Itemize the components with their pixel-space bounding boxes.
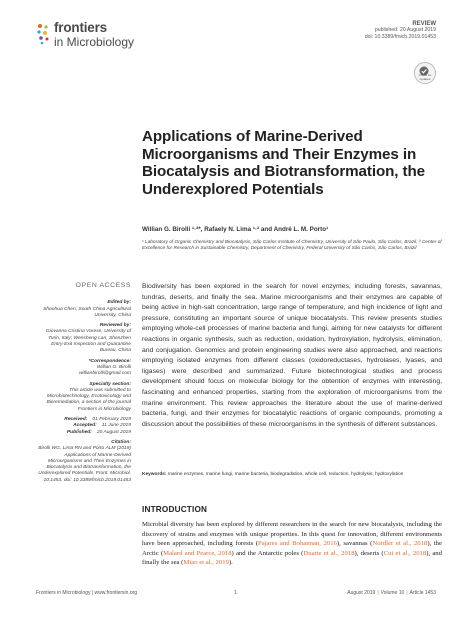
- affiliations: ¹ Laboratory of Organic Chemistry and Biocatalysis, São Carlos Institute of Chemistry, University of São Paulo, São Carlos, Brazil, ² Center of Excellence for Research in Sustainable Chemistry, Department of Chemistry, Federal University of São Carlos, São Carlos, Brazil: [142, 240, 442, 252]
- intro-text: ), deserts (: [354, 549, 384, 557]
- published-date: published: 20 August 2019: [374, 27, 436, 34]
- reviewed-by: [36, 323, 131, 354]
- citation-label: Citation:: [111, 439, 131, 445]
- logo-journal-text: in Microbiology: [54, 35, 135, 49]
- specialty-label: Specialty section:: [89, 381, 131, 387]
- received-value: 01 February 2019: [92, 417, 131, 423]
- reviewed-by-value[interactable]: Giovanna Cristina Varese, University of Turin, Italy; Wensheng Lan, Shenzhen Entry-Exit Inspection and Quarantine Bureau, China: [45, 329, 131, 354]
- citation-link[interactable]: Cui et al., 2018: [383, 549, 427, 557]
- correspondence-label: *Correspondence:: [88, 358, 131, 364]
- intro-text: ), savannas (: [336, 540, 373, 548]
- accepted-value: 11 June 2019: [101, 423, 131, 429]
- doi-link[interactable]: doi: 10.3389/fmicb.2019.01453: [364, 33, 436, 40]
- keywords-list: marine enzymes, marine fungi, marine bacteria, biodegradation, whole cell, reduction, hydrolysis, hydroxylation: [167, 472, 404, 477]
- journal-logo[interactable]: [36, 20, 166, 50]
- article-meta: [365, 21, 436, 40]
- correspondence-name: Willian G. Birolli: [96, 364, 131, 370]
- citation-value[interactable]: Birolli WG, Lima RN and Porto ALM (2019) Applications of Marine-Derived Microorganisms and Their Enzymes in Biocatalysis and Biotransformation, the Underexplored Potentials. Front. Microbiol. 10:1453. doi: 10.3389/fmicb.2019.01453: [38, 446, 131, 483]
- published-date-sidebar: [36, 430, 131, 436]
- specialty-section: [36, 382, 131, 413]
- citation-link[interactable]: Pajares and Bohannan, 2016: [258, 540, 337, 548]
- article-title: Applications of Marine-Derived Microorganisms and Their Enzymes in Biocatalysis and Biotransformation, the Underexplored Potentials: [142, 128, 426, 198]
- article-type: REVIEW: [412, 21, 436, 27]
- check-for-updates-button[interactable]: [414, 62, 436, 84]
- intro-text: ).: [228, 559, 233, 567]
- citation-link[interactable]: Duarte et al., 2018: [303, 549, 355, 557]
- citation-block: [36, 440, 131, 484]
- edited-by-value[interactable]: Shaohua Chen, South China Agricultural University, China: [43, 306, 131, 318]
- footer-date: August 2019: [347, 590, 376, 596]
- intro-text: ), and finally the sea (: [142, 549, 442, 567]
- intro-text: Microbial diversity has been explored by different researchers in the search for new biocatalysts, including the discovery of strains and enzymes with unique properties. In this quest for innovation, different environments have been approached, including forests (: [142, 521, 442, 548]
- edited-by-label: Edited by:: [107, 300, 131, 306]
- introduction-paragraph: [142, 520, 442, 568]
- citation-link[interactable]: Miao et al., 2019: [183, 559, 229, 567]
- page-number: 1: [234, 590, 237, 596]
- specialty-value: This article was submitted to Microbiotechnology, Ecotoxicology and Bioremediation, a section of the journal Frontiers in Microbiology: [46, 387, 131, 412]
- citation-link[interactable]: Malard and Pearce, 2018: [163, 549, 232, 557]
- open-access-label: OPEN ACCESS: [75, 282, 131, 289]
- intro-text: ), the Arctic (: [142, 540, 442, 557]
- keywords: [142, 472, 442, 479]
- intro-text: ) and the Antarctic poles (: [231, 549, 304, 557]
- article-dates: [36, 417, 131, 436]
- received-label: Received:: [64, 417, 88, 423]
- correspondence-email[interactable]: willianbirolli@gmail.com: [79, 371, 131, 377]
- keywords-label: Keywords:: [142, 472, 167, 477]
- section-heading-introduction: INTRODUCTION: [142, 505, 208, 514]
- footer-issue-info: August 2019 | Volume 10 | Article 1453: [347, 590, 436, 596]
- published-label: Published:: [66, 429, 92, 435]
- reviewed-by-label: Reviewed by:: [99, 323, 131, 329]
- footer-journal-link[interactable]: Frontiers in Microbiology | www.frontiersin.org: [36, 590, 138, 596]
- citation-link[interactable]: Nordler et al., 2018: [372, 540, 428, 548]
- correspondence: [36, 359, 131, 378]
- footer-article: Article 1453: [409, 590, 436, 596]
- sidebar: [36, 283, 131, 488]
- edited-by: [36, 300, 131, 319]
- abstract: Biodiversity has been explored in the search for novel enzymes, including forests, savannas, tundras, deserts, and finally the sea. Marine microorganisms and their enzymes are capable of being active in high-salt concentration, large range of temperature, and high incidence of light and pressure, constituting an important source of unique biocatalysts. This review presents studies employing whole-cell processes of marine bacteria and fungi, aiming for new catalysts for different reactions in organic synthesis, such as reduction, oxidation, hydroxylation, hydrolysis, elimination, and conjugation. Genomics and protein engineering studies were also approached, and reactions employing isolated enzymes from different classes (oxidoreductases, hydrolases, lyases, and ligases) were described and summarized. Future biotechnological studies and process development should focus on molecular biology for the obtention of enzymes with interesting, fascinating and enhanced properties, starting from the exploration of microorganisms from the marine environment. This review approaches the literature about the use of marine-derived bacteria, fungi, and their enzymes for biocatalytic reactions of organic compounds, promoting a discussion about the possibilities of these microorganisms in the synthesis of different substances.: [142, 283, 442, 428]
- check-updates-label: Check for updates: [418, 73, 432, 81]
- footer-volume: Volume 10: [380, 590, 405, 596]
- accepted-label: Accepted:: [73, 423, 97, 429]
- author-list[interactable]: Willian G. Birolli ¹·²*, Rafaely N. Lima ¹·² and André L. M. Porto¹: [142, 226, 329, 233]
- published-value: 20 August 2019: [96, 429, 131, 435]
- frontiers-logo-icon: [36, 23, 50, 45]
- logo-frontiers-text: frontiers: [54, 20, 107, 35]
